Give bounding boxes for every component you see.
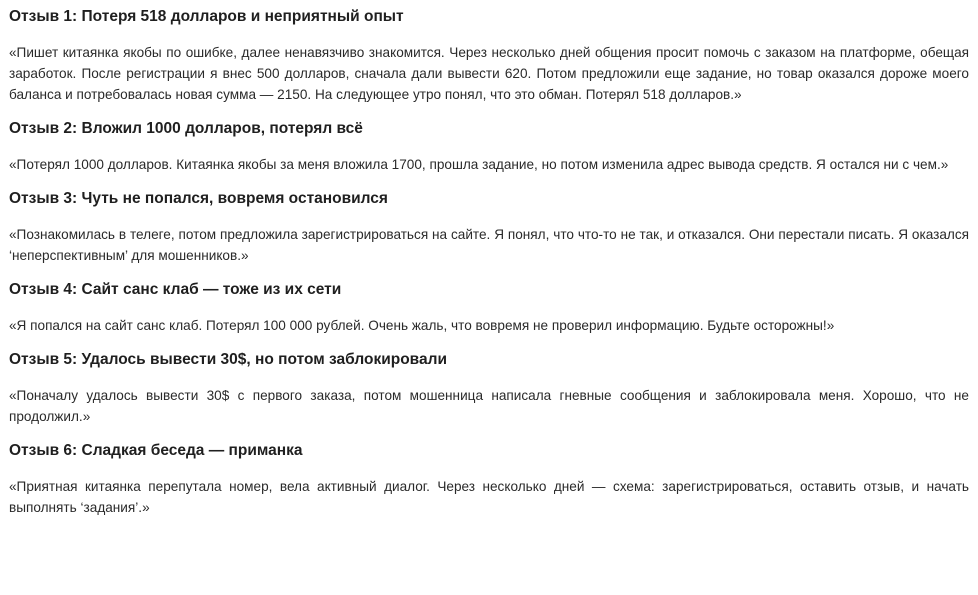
review-4-text: «Я попался на сайт санс клаб. Потерял 100 000 рублей. Очень жаль, что вовремя не проверил информацию. Будьте осторожны!» [9, 318, 835, 333]
review-1-title: Отзыв 1: Потеря 518 долларов и неприятный опыт [9, 8, 404, 25]
review-1 [9, 6, 969, 105]
review-2-text: «Потерял 1000 долларов. Китаянка якобы за меня вложила 1700, прошла задание, но потом изменила адрес вывода средств. Я остался ни с чем.» [9, 157, 949, 172]
review-4 [9, 279, 969, 336]
review-3-title: Отзыв 3: Чуть не попался, вовремя остановился [9, 190, 388, 207]
review-3-text: «Познакомилась в телеге, потом предложила зарегистрироваться на сайте. Я понял, что что-то не так, и отказался. Они перестали писать. Я оказался ‘неперспективным’ для мошенников.» [9, 227, 969, 263]
review-4-title: Отзыв 4: Сайт санс клаб — тоже из их сети [9, 281, 342, 298]
review-5-text: «Поначалу удалось вывести 30$ с первого заказа, потом мошенница написала гневные сообщения и заблокировала меня. Хорошо, что не продолжил.» [9, 388, 969, 424]
review-3 [9, 188, 969, 266]
review-6 [9, 440, 969, 518]
review-5-title: Отзыв 5: Удалось вывести 30$, но потом заблокировали [9, 351, 447, 368]
review-2-title: Отзыв 2: Вложил 1000 долларов, потерял всё [9, 120, 363, 137]
review-1-text: «Пишет китаянка якобы по ошибке, далее ненавязчиво знакомится. Через несколько дней общения просит помочь с заказом на платформе, обещая заработок. После регистрации я внес 500 долларов, сначала дали вывести 620. Потом предложили еще задание, но товар оказался дороже моего баланса и потребовалась новая сумма — 2150. На следующее утро понял, что это обман. Потерял 518 долларов.» [9, 45, 969, 102]
review-6-text: «Приятная китаянка перепутала номер, вела активный диалог. Через несколько дней — схема: зарегистрироваться, оставить отзыв, и начать выполнять ‘задания’.» [9, 479, 969, 515]
review-6-title: Отзыв 6: Сладкая беседа — приманка [9, 442, 303, 459]
review-2 [9, 118, 969, 175]
review-5 [9, 349, 969, 427]
